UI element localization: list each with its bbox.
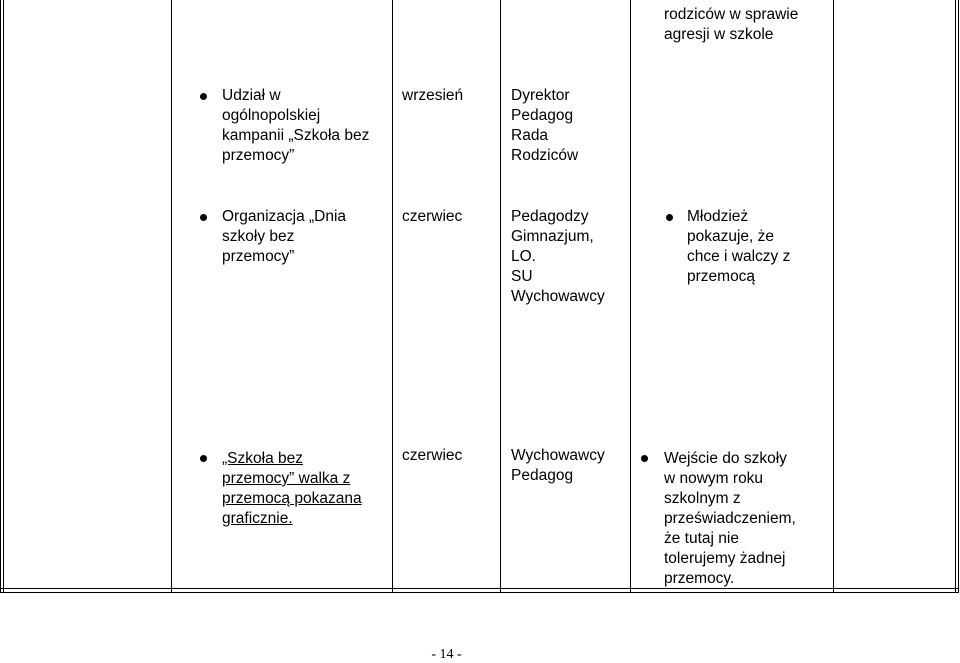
outcome-line: Młodzież — [687, 208, 749, 225]
bullet-icon — [641, 455, 648, 462]
responsible-line: LO. — [511, 248, 536, 265]
responsible-line: Pedagog — [511, 467, 574, 484]
outcome-line: chce i walczy z — [687, 248, 791, 265]
date-cell: czerwiec — [402, 447, 463, 464]
activity-line: przemocy” walka z — [222, 470, 351, 487]
activity-line: „Szkoła bez — [222, 450, 303, 467]
outcome-line: tolerujemy żadnej — [664, 550, 786, 567]
activity-line: przemocy” — [222, 147, 295, 164]
responsible-line: Pedagodzy — [511, 208, 589, 225]
activity-line: przemocą pokazana — [222, 490, 362, 507]
responsible-line: Rada — [511, 127, 549, 144]
date-cell: wrzesień — [402, 87, 464, 104]
activity-line: szkoły bez — [222, 228, 295, 245]
page-number: - 14 - — [431, 647, 462, 662]
activity-line: przemocy” — [222, 248, 295, 265]
activity-line: ogólnopolskiej — [222, 107, 321, 124]
outcome-line: agresji w szkole — [664, 26, 774, 43]
activity-line: kampanii „Szkoła bez — [222, 127, 370, 144]
outcome-line: Wejście do szkoły — [664, 450, 787, 467]
activity-line: Udział w — [222, 87, 281, 104]
activity-line: graficznie. — [222, 510, 293, 527]
outcome-line: przeświadczeniem, — [664, 510, 796, 527]
date-cell: czerwiec — [402, 208, 463, 225]
outcome-line: pokazuje, że — [687, 228, 775, 245]
responsible-line: Pedagog — [511, 107, 574, 124]
responsible-line: Wychowawcy — [511, 447, 605, 464]
outcome-line: w nowym roku — [664, 470, 764, 487]
responsible-line: SU — [511, 268, 533, 285]
responsible-line: Wychowawcy — [511, 288, 605, 305]
outcome-line: przemocą — [687, 268, 756, 285]
bullet-icon — [200, 214, 207, 221]
bullet-icon — [200, 93, 207, 100]
activity-line: Organizacja „Dnia — [222, 208, 347, 225]
responsible-line: Dyrektor — [511, 87, 570, 104]
outcome-line: że tutaj nie — [664, 530, 739, 547]
outcome-line: rodziców w sprawie — [664, 6, 799, 23]
responsible-line: Gimnazjum, — [511, 228, 594, 245]
outcome-line: przemocy. — [664, 570, 735, 587]
responsible-line: Rodziców — [511, 147, 579, 164]
bullet-icon — [666, 214, 673, 221]
bullet-icon — [200, 455, 207, 462]
outcome-line: szkolnym z — [664, 490, 741, 507]
